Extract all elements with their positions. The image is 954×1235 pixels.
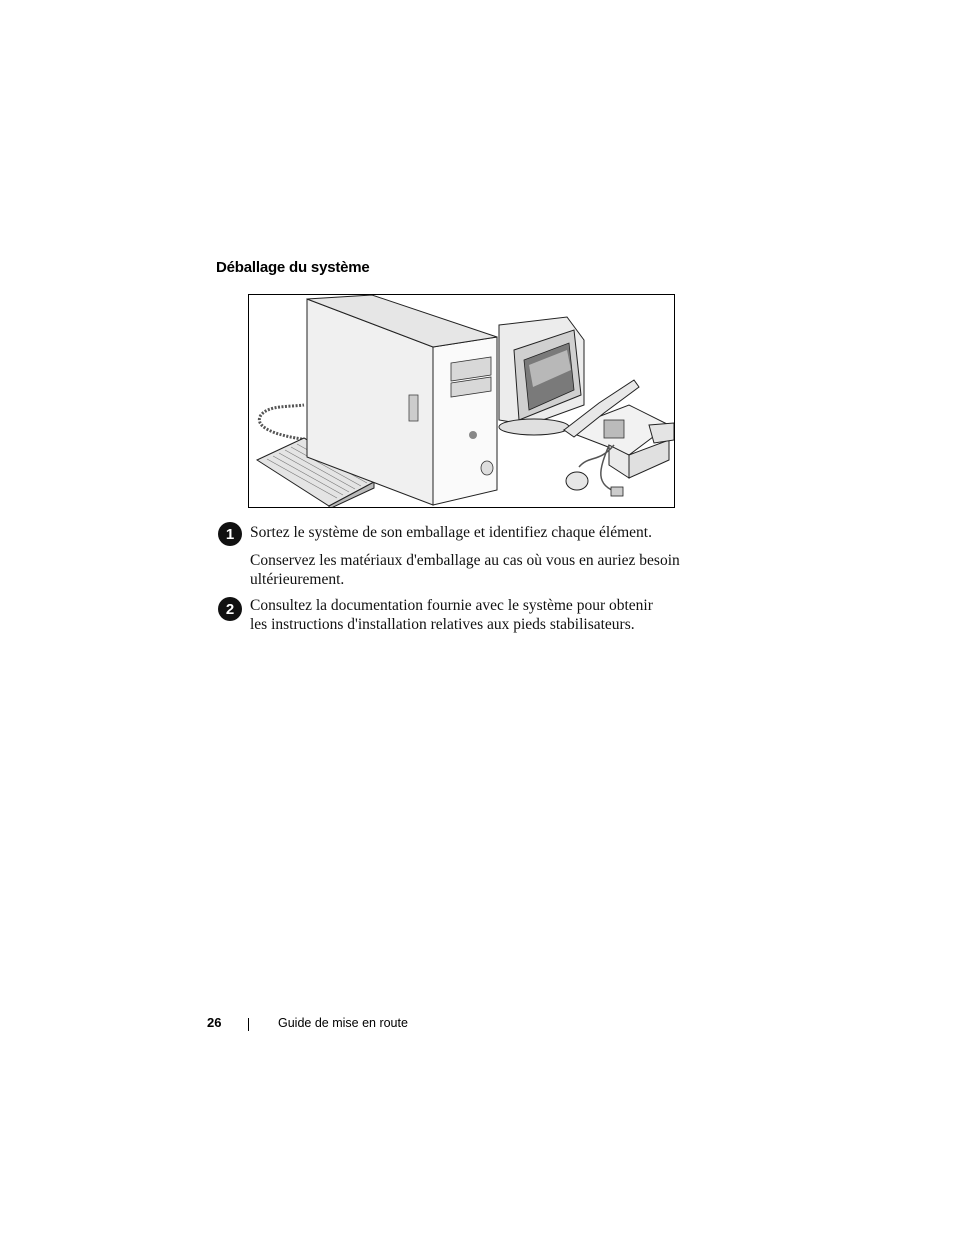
page-number: 26 (207, 1015, 222, 1030)
footer-doc-title: Guide de mise en route (278, 1016, 408, 1030)
section-title: Déballage du système (216, 259, 370, 276)
mouse-icon (566, 472, 588, 490)
keyboard-cable (259, 405, 309, 440)
monitor-icon (499, 317, 584, 435)
step-1-note: Conservez les matériaux d'emballage au cas où vous en auriez besoin ultérieurement. (250, 552, 680, 588)
step-2-badge: 2 (218, 597, 242, 621)
plug-icon (611, 487, 623, 496)
unpacking-illustration (248, 294, 675, 508)
step-1-badge: 1 (218, 522, 242, 546)
step-2-text: Consultez la documentation fournie avec le système pour obtenir les instructions d'installation relatives aux pieds stabilisateurs. (250, 597, 653, 633)
footer-divider (248, 1018, 249, 1031)
step-1-text: Sortez le système de son emballage et identifiez chaque élément. (250, 524, 652, 541)
